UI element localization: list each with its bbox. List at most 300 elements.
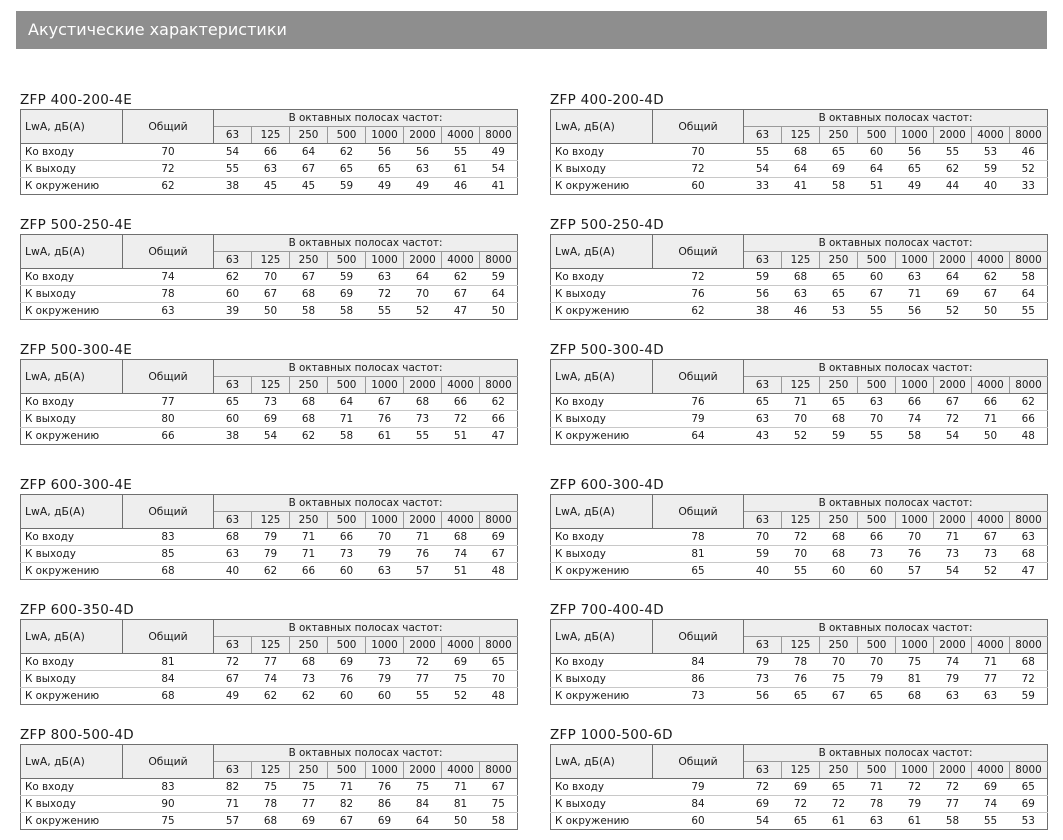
band-header: 250 <box>820 762 858 779</box>
row-value: 62 <box>214 269 252 286</box>
band-header: 8000 <box>1010 637 1048 654</box>
row-value: 54 <box>480 161 518 178</box>
row-value: 68 <box>290 286 328 303</box>
row-value: 69 <box>480 529 518 546</box>
band-header: 8000 <box>480 127 518 144</box>
band-header: 500 <box>858 127 896 144</box>
row-value: 62 <box>1010 394 1048 411</box>
band-header: 2000 <box>934 512 972 529</box>
row-value: 59 <box>744 269 782 286</box>
row-value: 76 <box>366 779 404 796</box>
acoustic-table <box>550 494 1048 580</box>
table-row <box>21 161 518 178</box>
row-value: 58 <box>820 178 858 195</box>
band-header: 4000 <box>972 637 1010 654</box>
row-total: 70 <box>653 144 744 161</box>
row-total: 78 <box>123 286 214 303</box>
row-value: 75 <box>252 779 290 796</box>
row-value: 60 <box>328 688 366 705</box>
band-header: 250 <box>290 637 328 654</box>
total-header: Общий <box>653 110 744 144</box>
row-value: 63 <box>858 813 896 830</box>
row-value: 57 <box>404 563 442 580</box>
row-total: 62 <box>653 303 744 320</box>
row-value: 81 <box>896 671 934 688</box>
row-total: 73 <box>653 688 744 705</box>
band-header: 4000 <box>972 762 1010 779</box>
band-header: 8000 <box>480 762 518 779</box>
row-value: 60 <box>820 563 858 580</box>
row-value: 51 <box>442 428 480 445</box>
row-value: 66 <box>252 144 290 161</box>
acoustic-block <box>550 726 1048 830</box>
row-total: 70 <box>123 144 214 161</box>
row-value: 71 <box>290 546 328 563</box>
row-value: 69 <box>328 654 366 671</box>
row-value: 46 <box>442 178 480 195</box>
row-value: 86 <box>366 796 404 813</box>
row-value: 59 <box>480 269 518 286</box>
band-header: 8000 <box>480 377 518 394</box>
band-header: 500 <box>858 637 896 654</box>
row-value: 55 <box>214 161 252 178</box>
band-header: 1000 <box>896 512 934 529</box>
row-value: 67 <box>252 286 290 303</box>
row-value: 59 <box>1010 688 1048 705</box>
row-label: Ко входу <box>551 144 653 161</box>
band-header: 125 <box>252 377 290 394</box>
band-header: 4000 <box>442 512 480 529</box>
row-value: 55 <box>404 688 442 705</box>
table-row <box>21 411 518 428</box>
band-header: 63 <box>214 127 252 144</box>
row-value: 54 <box>252 428 290 445</box>
row-value: 65 <box>896 161 934 178</box>
row-value: 55 <box>858 303 896 320</box>
row-value: 60 <box>858 563 896 580</box>
row-value: 67 <box>442 286 480 303</box>
band-header: 4000 <box>972 512 1010 529</box>
row-value: 79 <box>366 546 404 563</box>
row-value: 72 <box>782 529 820 546</box>
row-value: 62 <box>290 688 328 705</box>
table-row <box>21 654 518 671</box>
row-label: К выходу <box>551 671 653 688</box>
row-value: 70 <box>782 411 820 428</box>
row-value: 72 <box>934 779 972 796</box>
row-value: 75 <box>480 796 518 813</box>
row-value: 70 <box>896 529 934 546</box>
table-row <box>21 144 518 161</box>
row-value: 66 <box>480 411 518 428</box>
row-value: 55 <box>1010 303 1048 320</box>
row-value: 71 <box>328 779 366 796</box>
band-header: 2000 <box>934 377 972 394</box>
row-value: 71 <box>214 796 252 813</box>
band-header: 1000 <box>366 512 404 529</box>
row-value: 52 <box>972 563 1010 580</box>
band-header: 500 <box>328 252 366 269</box>
row-value: 66 <box>1010 411 1048 428</box>
row-value: 67 <box>480 779 518 796</box>
lwa-header: LwA, дБ(A) <box>551 495 653 529</box>
band-header: 1000 <box>366 252 404 269</box>
row-value: 70 <box>480 671 518 688</box>
band-header: 125 <box>782 637 820 654</box>
row-label: К выходу <box>21 546 123 563</box>
row-value: 59 <box>820 428 858 445</box>
row-value: 49 <box>404 178 442 195</box>
row-label: Ко входу <box>551 269 653 286</box>
row-value: 64 <box>858 161 896 178</box>
total-header: Общий <box>653 235 744 269</box>
row-value: 65 <box>782 688 820 705</box>
row-value: 33 <box>1010 178 1048 195</box>
band-header: 8000 <box>480 512 518 529</box>
row-value: 71 <box>934 529 972 546</box>
bands-header: В октавных полосах частот: <box>214 745 518 762</box>
row-value: 67 <box>328 813 366 830</box>
band-header: 2000 <box>404 762 442 779</box>
table-row <box>551 144 1048 161</box>
row-value: 72 <box>214 654 252 671</box>
row-value: 70 <box>782 546 820 563</box>
row-value: 60 <box>366 688 404 705</box>
band-header: 63 <box>214 762 252 779</box>
row-value: 55 <box>404 428 442 445</box>
table-row <box>551 688 1048 705</box>
table-row <box>551 303 1048 320</box>
table-row <box>21 796 518 813</box>
row-value: 53 <box>972 144 1010 161</box>
acoustic-block <box>20 476 518 580</box>
bands-header: В октавных полосах частот: <box>214 495 518 512</box>
row-value: 47 <box>442 303 480 320</box>
bands-header: В октавных полосах частот: <box>744 110 1048 127</box>
band-header: 4000 <box>442 377 480 394</box>
row-value: 66 <box>972 394 1010 411</box>
row-label: Ко входу <box>21 529 123 546</box>
acoustic-table <box>550 359 1048 445</box>
table-row <box>551 546 1048 563</box>
band-header: 63 <box>214 512 252 529</box>
band-header: 8000 <box>480 637 518 654</box>
row-label: К окружению <box>21 563 123 580</box>
row-value: 53 <box>1010 813 1048 830</box>
row-total: 62 <box>123 178 214 195</box>
row-value: 65 <box>820 779 858 796</box>
band-header: 63 <box>214 252 252 269</box>
row-value: 67 <box>972 286 1010 303</box>
acoustic-table <box>550 619 1048 705</box>
lwa-header: LwA, дБ(A) <box>21 235 123 269</box>
acoustic-table <box>20 619 518 705</box>
row-value: 70 <box>252 269 290 286</box>
acoustic-block <box>20 341 518 445</box>
row-value: 72 <box>782 796 820 813</box>
acoustic-block <box>550 476 1048 580</box>
total-header: Общий <box>123 235 214 269</box>
row-value: 65 <box>820 394 858 411</box>
row-value: 58 <box>328 428 366 445</box>
band-header: 125 <box>782 377 820 394</box>
row-label: К окружению <box>551 178 653 195</box>
row-value: 79 <box>252 546 290 563</box>
row-label: К окружению <box>551 428 653 445</box>
band-header: 500 <box>328 377 366 394</box>
row-total: 84 <box>123 671 214 688</box>
row-value: 65 <box>480 654 518 671</box>
table-row <box>551 286 1048 303</box>
band-header: 4000 <box>972 252 1010 269</box>
acoustic-table <box>550 234 1048 320</box>
row-total: 83 <box>123 529 214 546</box>
lwa-header: LwA, дБ(A) <box>551 745 653 779</box>
row-value: 56 <box>366 144 404 161</box>
row-label: К окружению <box>551 563 653 580</box>
row-value: 46 <box>782 303 820 320</box>
row-value: 50 <box>480 303 518 320</box>
row-value: 66 <box>858 529 896 546</box>
row-value: 82 <box>214 779 252 796</box>
lwa-header: LwA, дБ(A) <box>551 620 653 654</box>
row-value: 33 <box>744 178 782 195</box>
bands-header: В октавных полосах частот: <box>744 620 1048 637</box>
total-header: Общий <box>653 360 744 394</box>
row-value: 71 <box>290 529 328 546</box>
band-header: 1000 <box>896 377 934 394</box>
lwa-header: LwA, дБ(A) <box>21 745 123 779</box>
row-value: 67 <box>290 269 328 286</box>
lwa-header: LwA, дБ(A) <box>551 360 653 394</box>
table-row <box>21 813 518 830</box>
row-value: 70 <box>404 286 442 303</box>
row-value: 73 <box>328 546 366 563</box>
row-label: Ко входу <box>21 394 123 411</box>
row-total: 66 <box>123 428 214 445</box>
model-title: ZFP 600-300-4D <box>550 477 664 493</box>
model-title: ZFP 500-300-4E <box>20 342 133 358</box>
total-header: Общий <box>653 745 744 779</box>
acoustic-table <box>20 744 518 830</box>
table-row <box>551 796 1048 813</box>
row-value: 60 <box>858 269 896 286</box>
row-value: 79 <box>934 671 972 688</box>
row-total: 84 <box>653 796 744 813</box>
table-row <box>21 779 518 796</box>
model-title: ZFP 1000-500-6D <box>550 727 673 743</box>
row-value: 72 <box>404 654 442 671</box>
row-value: 62 <box>934 161 972 178</box>
row-value: 60 <box>214 411 252 428</box>
row-label: К выходу <box>21 286 123 303</box>
row-value: 62 <box>328 144 366 161</box>
row-value: 79 <box>744 654 782 671</box>
row-value: 64 <box>934 269 972 286</box>
row-value: 55 <box>782 563 820 580</box>
table-row <box>21 178 518 195</box>
row-value: 50 <box>972 428 1010 445</box>
lwa-header: LwA, дБ(A) <box>21 360 123 394</box>
row-value: 61 <box>896 813 934 830</box>
row-label: Ко входу <box>551 394 653 411</box>
band-header: 2000 <box>404 637 442 654</box>
table-row <box>21 671 518 688</box>
band-header: 500 <box>328 762 366 779</box>
row-value: 58 <box>1010 269 1048 286</box>
row-label: Ко входу <box>21 144 123 161</box>
row-value: 73 <box>290 671 328 688</box>
total-header: Общий <box>123 110 214 144</box>
row-value: 48 <box>1010 428 1048 445</box>
total-header: Общий <box>123 495 214 529</box>
band-header: 2000 <box>404 127 442 144</box>
row-value: 68 <box>820 546 858 563</box>
row-value: 62 <box>252 563 290 580</box>
model-title: ZFP 400-200-4D <box>550 92 664 108</box>
row-label: К окружению <box>551 813 653 830</box>
row-value: 79 <box>252 529 290 546</box>
table-row <box>21 546 518 563</box>
row-label: К окружению <box>21 303 123 320</box>
row-total: 86 <box>653 671 744 688</box>
row-value: 76 <box>366 411 404 428</box>
row-value: 81 <box>442 796 480 813</box>
table-row <box>551 269 1048 286</box>
band-header: 8000 <box>1010 127 1048 144</box>
row-value: 64 <box>480 286 518 303</box>
row-value: 47 <box>1010 563 1048 580</box>
table-row <box>21 688 518 705</box>
row-total: 76 <box>653 394 744 411</box>
row-label: Ко входу <box>551 779 653 796</box>
row-value: 72 <box>934 411 972 428</box>
table-row <box>551 671 1048 688</box>
band-header: 1000 <box>896 252 934 269</box>
band-header: 2000 <box>934 637 972 654</box>
row-label: К выходу <box>21 161 123 178</box>
row-value: 54 <box>744 161 782 178</box>
row-value: 65 <box>782 813 820 830</box>
row-value: 67 <box>366 394 404 411</box>
band-header: 4000 <box>972 127 1010 144</box>
row-value: 64 <box>290 144 328 161</box>
row-value: 70 <box>744 529 782 546</box>
model-title: ZFP 600-300-4E <box>20 477 133 493</box>
row-value: 52 <box>1010 161 1048 178</box>
row-value: 54 <box>744 813 782 830</box>
band-header: 2000 <box>404 377 442 394</box>
row-value: 77 <box>934 796 972 813</box>
row-value: 45 <box>252 178 290 195</box>
row-value: 56 <box>744 688 782 705</box>
row-value: 71 <box>442 779 480 796</box>
row-value: 58 <box>480 813 518 830</box>
band-header: 125 <box>252 637 290 654</box>
band-header: 250 <box>290 512 328 529</box>
row-value: 40 <box>214 563 252 580</box>
band-header: 250 <box>290 252 328 269</box>
row-value: 71 <box>972 411 1010 428</box>
row-label: К окружению <box>551 688 653 705</box>
row-label: Ко входу <box>21 269 123 286</box>
row-total: 81 <box>123 654 214 671</box>
row-value: 68 <box>404 394 442 411</box>
row-value: 68 <box>442 529 480 546</box>
row-label: К окружению <box>21 688 123 705</box>
bands-header: В октавных полосах частот: <box>214 620 518 637</box>
row-label: Ко входу <box>551 529 653 546</box>
total-header: Общий <box>123 360 214 394</box>
row-value: 55 <box>972 813 1010 830</box>
row-total: 81 <box>653 546 744 563</box>
row-value: 77 <box>972 671 1010 688</box>
band-header: 63 <box>744 252 782 269</box>
row-value: 73 <box>744 671 782 688</box>
row-total: 75 <box>123 813 214 830</box>
row-total: 78 <box>653 529 744 546</box>
row-value: 71 <box>896 286 934 303</box>
row-value: 60 <box>214 286 252 303</box>
row-value: 48 <box>480 563 518 580</box>
band-header: 250 <box>820 637 858 654</box>
row-value: 76 <box>782 671 820 688</box>
row-value: 39 <box>214 303 252 320</box>
acoustic-block <box>550 91 1048 195</box>
row-value: 64 <box>404 813 442 830</box>
band-header: 250 <box>290 127 328 144</box>
row-value: 67 <box>820 688 858 705</box>
band-header: 8000 <box>480 252 518 269</box>
row-total: 74 <box>123 269 214 286</box>
band-header: 4000 <box>442 127 480 144</box>
row-value: 74 <box>896 411 934 428</box>
band-header: 1000 <box>896 762 934 779</box>
row-total: 85 <box>123 546 214 563</box>
band-header: 2000 <box>404 252 442 269</box>
row-value: 52 <box>782 428 820 445</box>
row-value: 68 <box>782 144 820 161</box>
row-label: К выходу <box>551 411 653 428</box>
row-value: 55 <box>442 144 480 161</box>
total-header: Общий <box>123 620 214 654</box>
row-value: 61 <box>366 428 404 445</box>
lwa-header: LwA, дБ(A) <box>551 110 653 144</box>
bands-header: В октавных полосах частот: <box>214 110 518 127</box>
table-row <box>551 428 1048 445</box>
section-header <box>16 11 1047 49</box>
row-value: 47 <box>480 428 518 445</box>
acoustic-table <box>20 234 518 320</box>
row-total: 77 <box>123 394 214 411</box>
row-value: 72 <box>744 779 782 796</box>
row-value: 63 <box>404 161 442 178</box>
row-label: К окружению <box>551 303 653 320</box>
row-value: 84 <box>404 796 442 813</box>
band-header: 500 <box>858 252 896 269</box>
row-total: 68 <box>123 688 214 705</box>
band-header: 1000 <box>366 127 404 144</box>
band-header: 63 <box>214 637 252 654</box>
row-value: 49 <box>480 144 518 161</box>
row-value: 52 <box>404 303 442 320</box>
band-header: 250 <box>820 377 858 394</box>
row-label: К выходу <box>551 546 653 563</box>
row-value: 68 <box>896 688 934 705</box>
table-row <box>551 563 1048 580</box>
bands-header: В октавных полосах частот: <box>214 235 518 252</box>
row-value: 62 <box>972 269 1010 286</box>
